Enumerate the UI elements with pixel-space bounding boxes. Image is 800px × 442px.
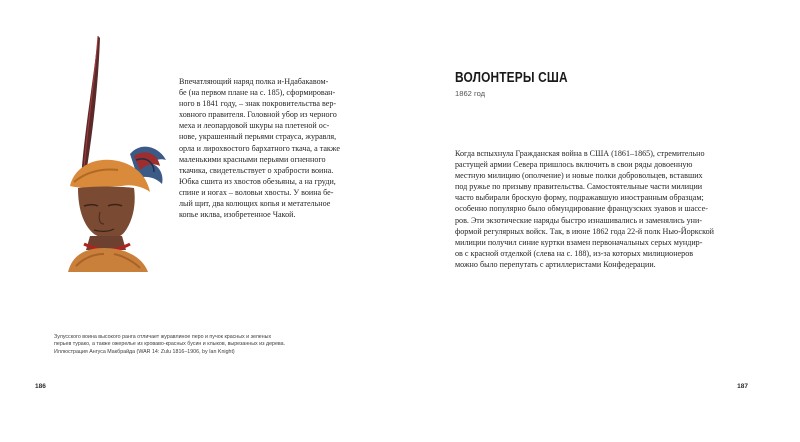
left-body-line: спине и ногах – воловьи хвосты. У воина бе- [179, 187, 334, 197]
right-body-line: часто выбирали броскую форму, подражавшую иностранным образцам; [455, 193, 704, 203]
left-body-line: ного в 1841 году, – знак покровительства вер- [179, 99, 337, 109]
left-body-line: бе (на первом плане на с. 185), сформирован- [179, 88, 336, 98]
right-body-line: местную милицию (ополчение) и новые полки добровольцев, вставших [455, 171, 703, 181]
right-body-line: формой регулярных войск. Так, в июне 1862 года 22-й полк Нью-Йоркской [455, 226, 714, 236]
right-body-line: можно было перепутать с артиллеристами Конфедерации. [455, 259, 656, 269]
right-body-line: ров. Эти экзотические наряды быстро изнашивались и заменялись уни- [455, 215, 703, 225]
left-body-line: лый щит, два колющих копья и метательное [179, 199, 331, 209]
left-body-line: Впечатляющий наряд полка и-Ндабакавом- [179, 77, 329, 86]
right-body-line: Когда вспыхнула Гражданская война в США (1861–1865), стремительно [455, 149, 705, 158]
left-body-line: Юбка сшита из хвостов обезьяны, а на груди, [179, 176, 336, 186]
left-body-line: ховного правителя. Головной убор из черного [179, 110, 337, 120]
left-body-line: ткачика, свидетельствует о храбрости воина. [179, 165, 334, 175]
right-body-line: растущей армии Севера пришлось включить в свои ряды довоенную [455, 160, 693, 170]
illustration-caption [54, 334, 344, 356]
right-body-line: ов с красной отделкой (слева на с. 188), из-за которых милиционеров [455, 248, 694, 258]
left-page-body-text [179, 76, 367, 220]
right-page-body-text [455, 148, 752, 270]
section-subtitle: 1862 год [455, 89, 486, 98]
right-page [400, 0, 800, 442]
zulu-warrior-illustration [64, 36, 168, 272]
page-number-right: 187 [737, 383, 748, 390]
right-body-line: под ружье по призыву правительства. Самостоятельные части милиции [455, 182, 703, 192]
left-body-line: орла и лирохвостого бархатного ткача, а также [179, 143, 340, 153]
right-body-line: особенно популярно было обмундирование французских зуавов и шассе- [455, 204, 708, 214]
section-title: ВОЛОНТЕРЫ США [455, 70, 568, 86]
left-body-line: маленькими красными перьями огненного [179, 154, 326, 164]
caption-line: Иллюстрация Ангуса Макбрайда (WAR 14: Zulu 1816–1906, by Ian Knight) [54, 348, 235, 355]
caption-line: перьев турако, а также ожерелье из кроваво-красных бусин и клыков, вырезанных из дерева. [54, 341, 286, 348]
left-body-line: нове, украшенный перьями страуса, журавля, [179, 132, 337, 142]
left-body-line: меха и леопардовой шкуры на плетеной ос- [179, 121, 330, 131]
caption-line: Зулусского воина высокого ранга отличает журавлиное перо и пучок красных и зеленых [54, 334, 272, 340]
left-body-line: копье иклва, изобретенное Чакой. [179, 210, 296, 220]
right-body-line: милиции получил синие куртки взамен первоначальных серых мундир- [455, 237, 703, 247]
page-number-left: 186 [35, 383, 46, 390]
